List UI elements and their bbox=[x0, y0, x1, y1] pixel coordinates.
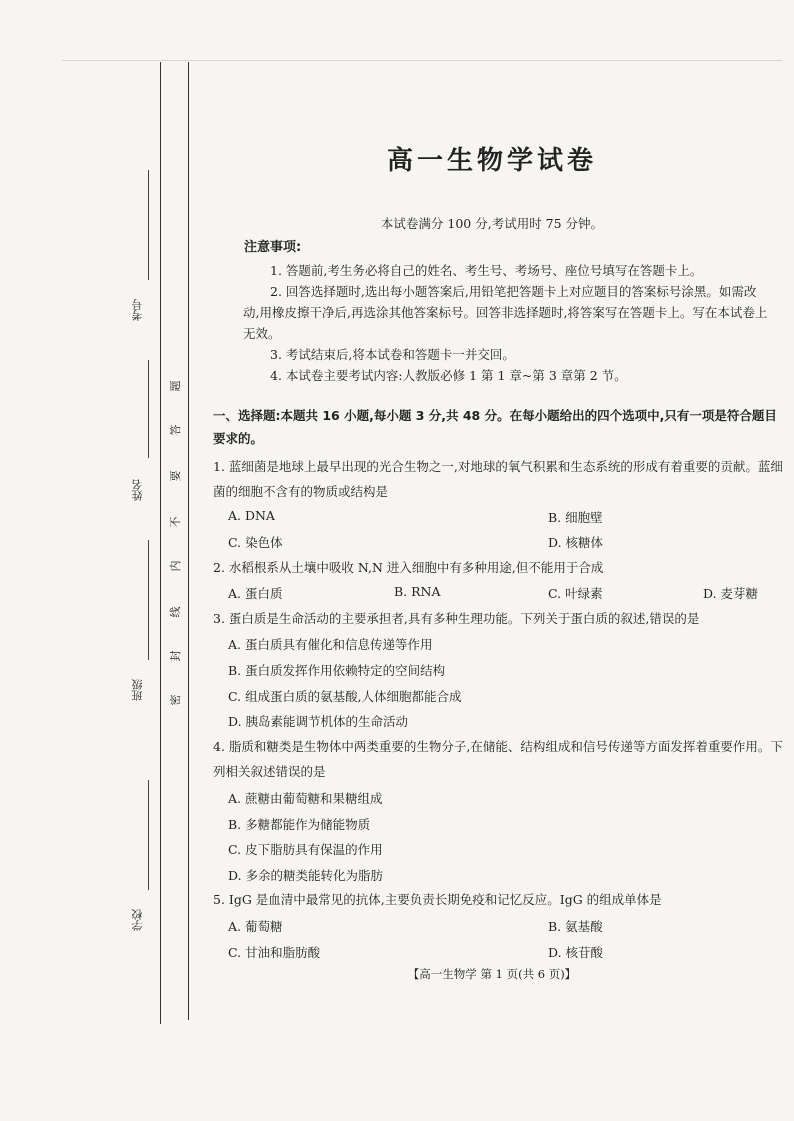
question-1-option-b[interactable]: B. 细胞壁 bbox=[548, 510, 603, 525]
seal-char: 线 bbox=[169, 606, 182, 618]
question-2-option-a[interactable]: A. 蛋白质 bbox=[228, 586, 283, 601]
seal-char: 答 bbox=[169, 424, 182, 436]
page-footer: 【高一生物学 第 1 页(共 6 页)】 bbox=[407, 967, 577, 981]
exam-no-label: 考号 bbox=[131, 299, 144, 321]
binding-line-outer bbox=[160, 62, 161, 1024]
question-2-option-d[interactable]: D. 麦芽糖 bbox=[703, 586, 759, 601]
seal-char: 内 bbox=[169, 560, 182, 572]
class-label: 班级 bbox=[131, 679, 144, 701]
page-title: 高一生物学试卷 bbox=[386, 146, 597, 176]
notice-title: 注意事项: bbox=[244, 240, 302, 255]
seal-char: 要 bbox=[169, 470, 182, 482]
notice-list bbox=[243, 260, 768, 386]
notice-item: 1. 答题前,考生务必将自己的姓名、考生号、考场号、座位号填写在答题卡上。 bbox=[270, 263, 703, 278]
school-field[interactable] bbox=[128, 860, 148, 950]
notice-item: 3. 考试结束后,将本试卷和答题卡一并交回。 bbox=[270, 347, 515, 362]
question-5-option-d[interactable]: D. 核苷酸 bbox=[548, 945, 604, 960]
question-2-option-b[interactable]: B. RNA bbox=[394, 584, 441, 599]
binding-line-inner bbox=[188, 62, 189, 1020]
question-4 bbox=[213, 734, 783, 784]
question-4-option-b[interactable]: B. 多糖都能作为储能物质 bbox=[228, 817, 371, 832]
notice-item: 4. 本试卷主要考试内容:人教版必修 1 第 1 章~第 3 章第 2 节。 bbox=[270, 368, 627, 383]
school-line bbox=[148, 780, 149, 890]
class-line bbox=[148, 540, 149, 660]
exam-no-line bbox=[148, 170, 149, 280]
seal-char: 题 bbox=[169, 380, 182, 392]
top-rule bbox=[62, 60, 782, 61]
question-1 bbox=[213, 454, 783, 504]
question-stem: 5. IgG 是血清中最常见的抗体,主要负责长期免疫和记忆反应。IgG 的组成单体是 bbox=[213, 892, 662, 907]
question-stem: 1. 蓝细菌是地球上最早出现的光合生物之一,对地球的氧气积累和生态系统的形成有着重要的贡献。蓝细菌的细胞不含有的物质或结构是 bbox=[213, 459, 783, 499]
question-1-option-a[interactable]: A. DNA bbox=[228, 508, 275, 523]
question-1-option-c[interactable]: C. 染色体 bbox=[228, 535, 283, 550]
school-label: 学校 bbox=[131, 909, 144, 931]
name-label: 姓名 bbox=[131, 479, 144, 501]
question-3 bbox=[213, 606, 783, 631]
class-field[interactable] bbox=[128, 630, 148, 720]
question-5-option-c[interactable]: C. 甘油和脂肪酸 bbox=[228, 945, 321, 960]
section-heading: 一、选择题:本题共 16 小题,每小题 3 分,共 48 分。在每小题给出的四个选项中,只有一项是符合题目要求的。 bbox=[213, 408, 777, 446]
question-3-option-b[interactable]: B. 蛋白质发挥作用依赖特定的空间结构 bbox=[228, 663, 446, 678]
seal-char: 不 bbox=[169, 516, 182, 528]
exam-no-field[interactable] bbox=[128, 160, 148, 336]
seal-char: 密 bbox=[169, 694, 182, 706]
name-field[interactable] bbox=[128, 440, 148, 530]
question-stem: 2. 水稻根系从土壤中吸收 N,N 进入细胞中有多种用途,但不能用于合成 bbox=[213, 560, 604, 575]
question-2 bbox=[213, 555, 783, 580]
question-4-option-d[interactable]: D. 多余的糖类能转化为脂肪 bbox=[228, 868, 384, 883]
question-3-option-d[interactable]: D. 胰岛素能调节机体的生命活动 bbox=[228, 714, 409, 729]
question-5-option-a[interactable]: A. 葡萄糖 bbox=[228, 919, 283, 934]
question-4-option-c[interactable]: C. 皮下脂肪具有保温的作用 bbox=[228, 842, 383, 857]
seal-text bbox=[166, 370, 184, 740]
question-3-option-a[interactable]: A. 蛋白质具有催化和信息传递等作用 bbox=[228, 637, 433, 652]
notice-item: 2. 回答选择题时,选出每小题答案后,用铅笔把答题卡上对应题目的答案标号涂黑。如需改动,用橡皮擦干净后,再选涂其他答案标号。回答非选择题时,将答案写在答题卡上。写在本试卷上无效。 bbox=[243, 284, 768, 341]
question-stem: 3. 蛋白质是生命活动的主要承担者,具有多种生理功能。下列关于蛋白质的叙述,错误的是 bbox=[213, 611, 700, 626]
question-5-option-b[interactable]: B. 氨基酸 bbox=[548, 919, 603, 934]
question-3-option-c[interactable]: C. 组成蛋白质的氨基酸,人体细胞都能合成 bbox=[228, 689, 462, 704]
question-2-option-c[interactable]: C. 叶绿素 bbox=[548, 586, 603, 601]
seal-char: 封 bbox=[169, 650, 182, 662]
question-1-option-d[interactable]: D. 核糖体 bbox=[548, 535, 604, 550]
exam-info: 本试卷满分 100 分,考试用时 75 分钟。 bbox=[380, 216, 604, 231]
question-4-option-a[interactable]: A. 蔗糖由葡萄糖和果糖组成 bbox=[228, 791, 383, 806]
question-stem: 4. 脂质和糖类是生物体中两类重要的生物分子,在储能、结构组成和信号传递等方面发挥着重要作用。下列相关叙述错误的是 bbox=[213, 739, 783, 779]
question-5 bbox=[213, 887, 783, 912]
name-line bbox=[148, 360, 149, 458]
